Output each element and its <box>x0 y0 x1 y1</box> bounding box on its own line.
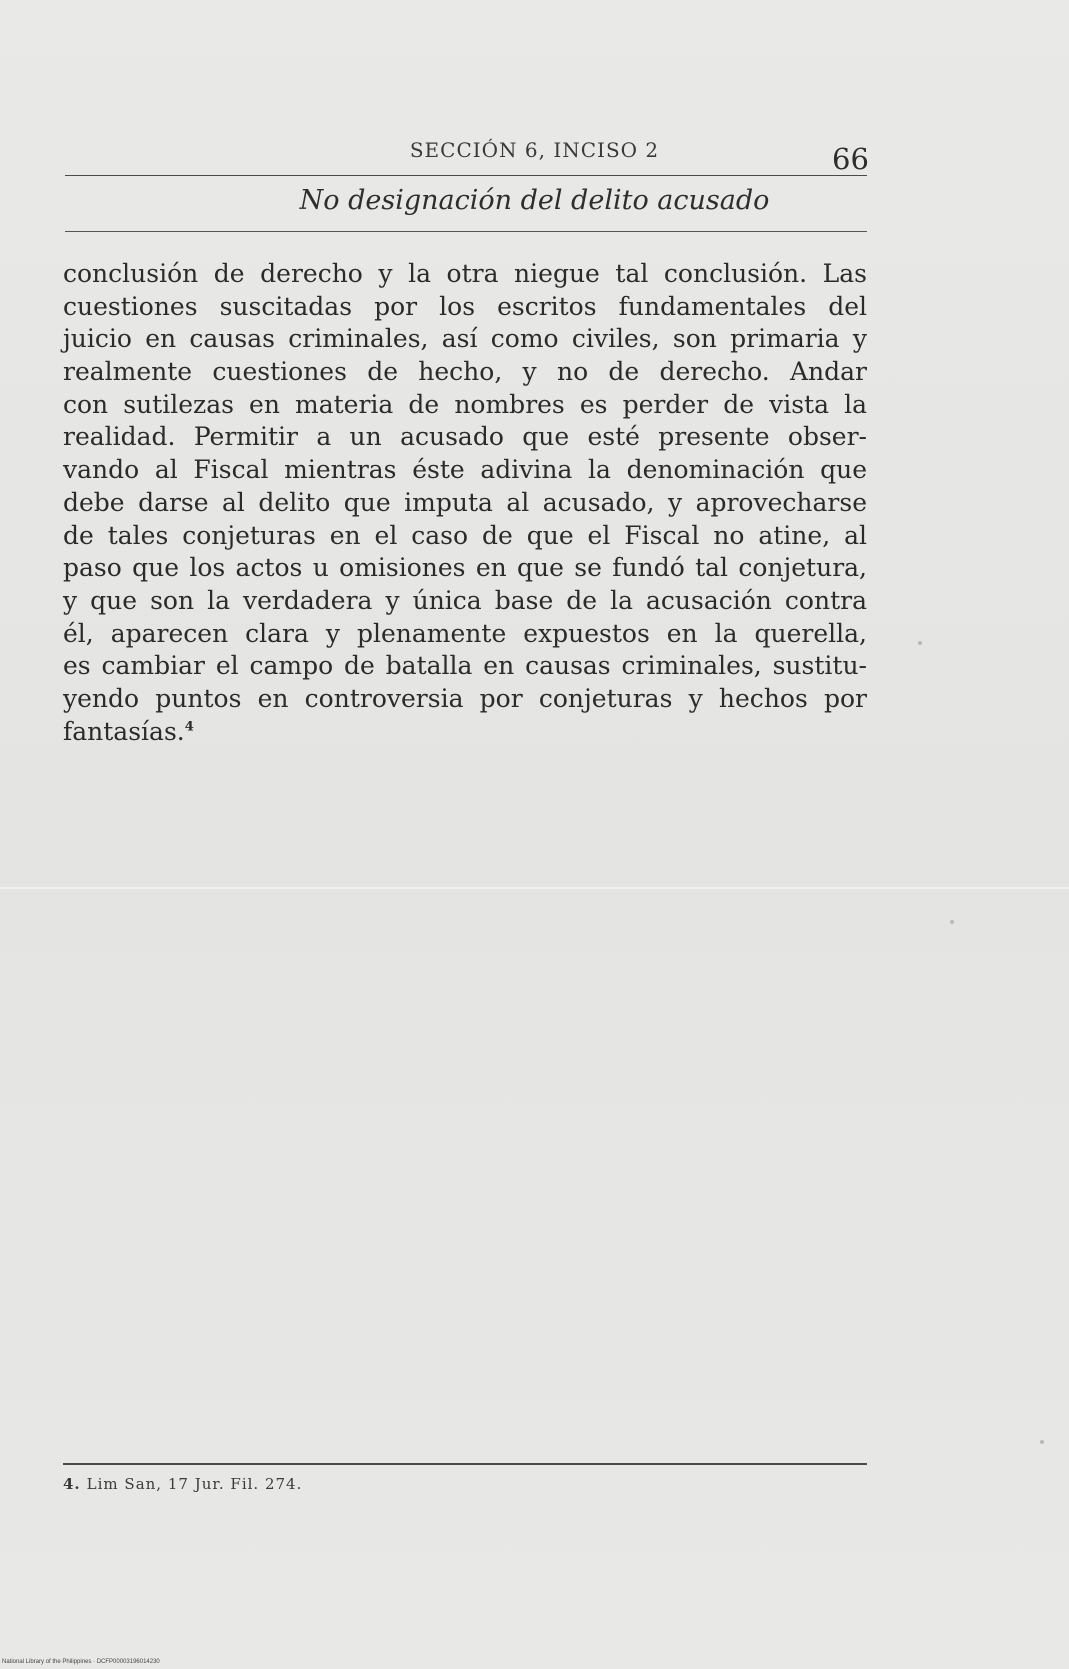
body-line: yendo puntos en controversia por conjeturas y hechos por <box>63 683 867 713</box>
page-number: 66 <box>832 142 869 176</box>
header-rule <box>65 175 867 176</box>
body-line: realidad. Permitir a un acusado que esté presente obser- <box>63 422 867 452</box>
body-line: es cambiar el campo de batalla en causas criminales, sustitu- <box>63 651 867 681</box>
footnote <box>63 1475 302 1493</box>
body-line: conclusión de derecho y la otra niegue tal conclusión. Las <box>63 259 867 288</box>
body-line: vando al Fiscal mientras éste adivina la denominación que <box>63 455 867 485</box>
body-line: debe darse al delito que imputa al acusado, y aprovecharse <box>63 487 867 517</box>
body-line: y que son la verdadera y única base de la acusación contra <box>63 585 867 615</box>
footnote-rule <box>63 1463 867 1465</box>
body-line: cuestiones suscitadas por los escritos fundamentales del <box>63 291 867 321</box>
paper-speck <box>950 920 954 924</box>
footnote-reference[interactable]: 4 <box>184 719 194 735</box>
body-line: paso que los actos u omisiones en que se fundó tal conjetura, <box>63 553 867 583</box>
running-head: SECCIÓN 6, INCISO 2 <box>409 138 660 162</box>
scan-credit: National Library of the Philippines · DCFP00003196014230 <box>2 1659 160 1665</box>
footnote-text: Lim San, 17 Jur. Fil. 274. <box>86 1475 303 1493</box>
body-last-line-text: fantasías. <box>63 716 185 746</box>
scan-fold-line <box>0 887 1069 889</box>
footnote-number: 4. <box>63 1475 81 1493</box>
body-line: con sutilezas en materia de nombres es perder de vista la <box>63 389 867 419</box>
section-subtitle: No designación del delito acusado <box>299 185 770 216</box>
body-line: realmente cuestiones de hecho, y no de derecho. Andar <box>63 357 867 387</box>
body-line: juicio en causas criminales, así como civiles, son primaria y <box>63 324 867 354</box>
body-text <box>63 258 867 748</box>
subtitle-rule <box>65 231 867 232</box>
body-line: él, aparecen clara y plenamente expuestos en la querella, <box>63 618 867 648</box>
paper-speck <box>1040 1440 1044 1444</box>
body-last-line <box>63 716 867 749</box>
body-line: de tales conjeturas en el caso de que el Fiscal no atine, al <box>63 520 867 550</box>
paper-speck <box>918 641 922 645</box>
